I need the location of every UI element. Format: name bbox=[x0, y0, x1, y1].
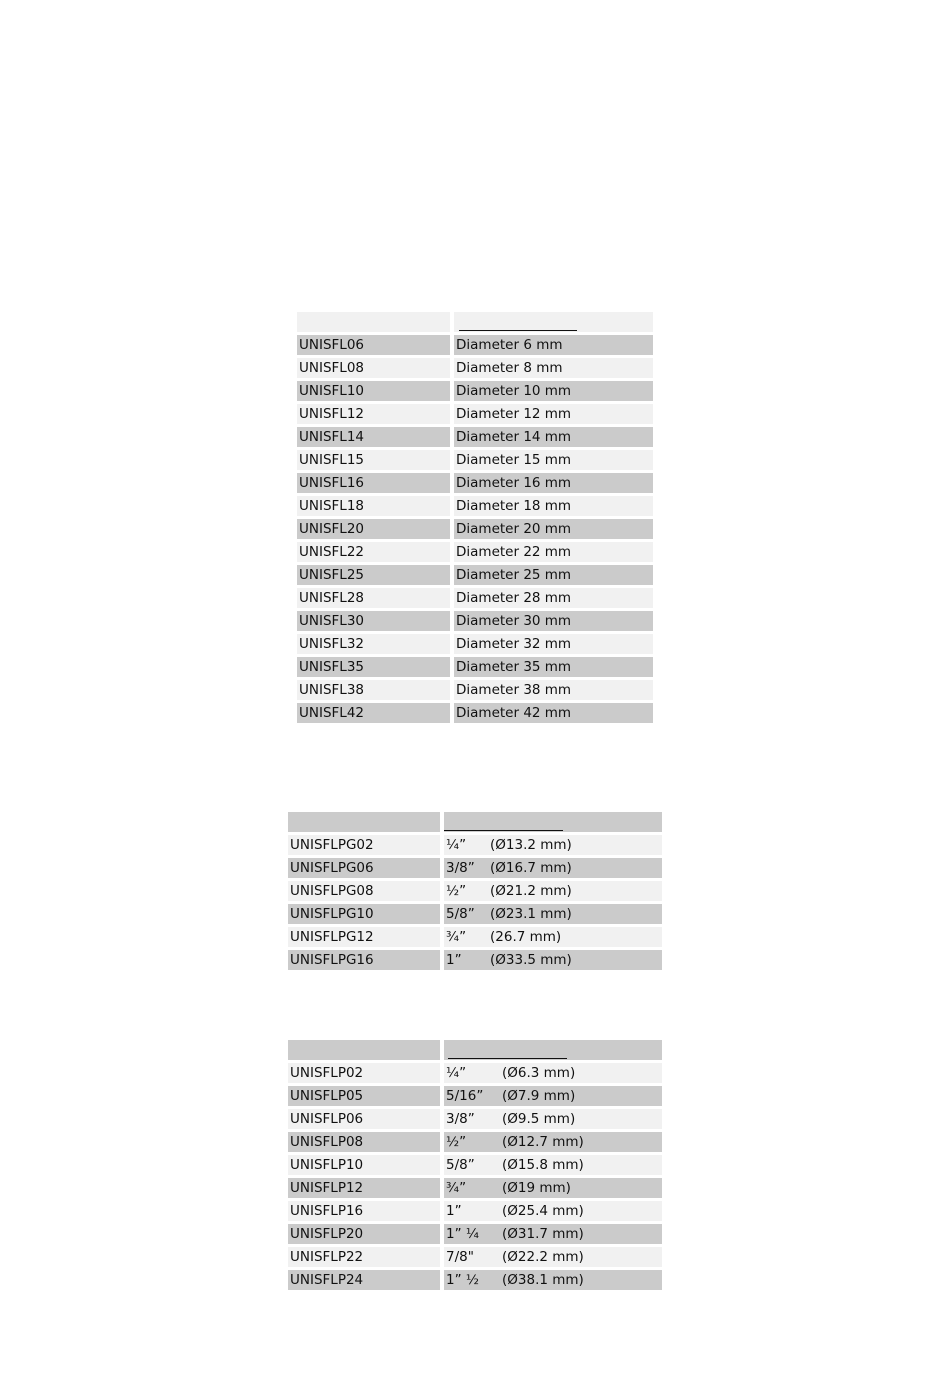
dimension-value: (Ø38.1 mm) bbox=[502, 1272, 584, 1288]
table-row bbox=[288, 927, 662, 947]
table-row bbox=[297, 588, 653, 608]
table-row bbox=[288, 1178, 662, 1198]
header-cell-description bbox=[454, 312, 653, 332]
product-code-cell: UNISFL22 bbox=[297, 542, 450, 562]
description-cell: Diameter 22 mm bbox=[454, 542, 653, 562]
nominal-size: ¼” bbox=[446, 837, 467, 853]
product-code-cell: UNISFLP06 bbox=[288, 1109, 440, 1129]
product-code-cell: UNISFL28 bbox=[297, 588, 450, 608]
header-cell-code bbox=[288, 1040, 440, 1060]
table-row bbox=[288, 1224, 662, 1244]
inch-size-table bbox=[288, 1040, 662, 1293]
product-code-cell: UNISFL15 bbox=[297, 450, 450, 470]
dimension-value: (Ø9.5 mm) bbox=[502, 1111, 576, 1127]
size-cell bbox=[444, 835, 662, 855]
product-code-cell: UNISFLP24 bbox=[288, 1270, 440, 1290]
nominal-size: 1” bbox=[446, 1203, 462, 1219]
table-row bbox=[288, 858, 662, 878]
nominal-size: ¾” bbox=[446, 929, 467, 945]
product-code-cell: UNISFL06 bbox=[297, 335, 450, 355]
dimension-value: (Ø33.5 mm) bbox=[490, 952, 572, 968]
product-code-cell: UNISFL32 bbox=[297, 634, 450, 654]
product-code-cell: UNISFL16 bbox=[297, 473, 450, 493]
nominal-size: 5/8” bbox=[446, 906, 475, 922]
dimension-value: (Ø22.2 mm) bbox=[502, 1249, 584, 1265]
header-cell-code bbox=[288, 812, 440, 832]
size-cell bbox=[444, 1155, 662, 1175]
nominal-size: 3/8” bbox=[446, 1111, 475, 1127]
table-header-row bbox=[288, 812, 662, 832]
header-underline bbox=[459, 330, 577, 331]
dimension-value: (Ø31.7 mm) bbox=[502, 1226, 584, 1242]
description-cell: Diameter 25 mm bbox=[454, 565, 653, 585]
description-cell: Diameter 20 mm bbox=[454, 519, 653, 539]
size-cell bbox=[444, 858, 662, 878]
dimension-value: (Ø25.4 mm) bbox=[502, 1203, 584, 1219]
product-code-cell: UNISFL30 bbox=[297, 611, 450, 631]
table-row bbox=[297, 473, 653, 493]
pg-size-table bbox=[288, 812, 662, 973]
product-code-cell: UNISFLP05 bbox=[288, 1086, 440, 1106]
description-cell: Diameter 10 mm bbox=[454, 381, 653, 401]
description-cell: Diameter 38 mm bbox=[454, 680, 653, 700]
dimension-value: (26.7 mm) bbox=[490, 929, 562, 945]
table-row bbox=[297, 427, 653, 447]
nominal-size: ½” bbox=[446, 883, 467, 899]
size-cell bbox=[444, 1201, 662, 1221]
table-row bbox=[297, 611, 653, 631]
description-cell: Diameter 28 mm bbox=[454, 588, 653, 608]
product-code-cell: UNISFLP12 bbox=[288, 1178, 440, 1198]
table-row bbox=[297, 565, 653, 585]
product-code-cell: UNISFL38 bbox=[297, 680, 450, 700]
size-cell bbox=[444, 904, 662, 924]
table-row bbox=[297, 404, 653, 424]
table-row bbox=[288, 881, 662, 901]
product-code-cell: UNISFL42 bbox=[297, 703, 450, 723]
table-row bbox=[288, 1109, 662, 1129]
product-code-cell: UNISFL10 bbox=[297, 381, 450, 401]
table-row bbox=[288, 1063, 662, 1083]
table-row bbox=[288, 1132, 662, 1152]
product-code-cell: UNISFLP10 bbox=[288, 1155, 440, 1175]
table-row bbox=[288, 1201, 662, 1221]
table-body bbox=[288, 1063, 662, 1290]
size-cell bbox=[444, 927, 662, 947]
size-cell bbox=[444, 1109, 662, 1129]
table-row bbox=[288, 835, 662, 855]
dimension-value: (Ø6.3 mm) bbox=[502, 1065, 576, 1081]
header-underline bbox=[444, 830, 563, 831]
size-cell bbox=[444, 1063, 662, 1083]
product-code-cell: UNISFL18 bbox=[297, 496, 450, 516]
product-code-cell: UNISFL25 bbox=[297, 565, 450, 585]
product-code-cell: UNISFL12 bbox=[297, 404, 450, 424]
nominal-size: ½” bbox=[446, 1134, 467, 1150]
product-code-cell: UNISFL14 bbox=[297, 427, 450, 447]
table-row bbox=[297, 657, 653, 677]
description-cell: Diameter 6 mm bbox=[454, 335, 653, 355]
dimension-value: (Ø21.2 mm) bbox=[490, 883, 572, 899]
diameter-table bbox=[297, 312, 653, 726]
header-cell-description bbox=[444, 1040, 662, 1060]
header-cell-code bbox=[297, 312, 450, 332]
product-code-cell: UNISFLPG16 bbox=[288, 950, 440, 970]
nominal-size: 5/8” bbox=[446, 1157, 475, 1173]
table-row bbox=[297, 680, 653, 700]
product-code-cell: UNISFLP02 bbox=[288, 1063, 440, 1083]
product-code-cell: UNISFLPG06 bbox=[288, 858, 440, 878]
dimension-value: (Ø19 mm) bbox=[502, 1180, 571, 1196]
nominal-size: 1” ¼ bbox=[446, 1226, 479, 1242]
product-code-cell: UNISFL08 bbox=[297, 358, 450, 378]
size-cell bbox=[444, 1086, 662, 1106]
description-cell: Diameter 35 mm bbox=[454, 657, 653, 677]
product-code-cell: UNISFLP22 bbox=[288, 1247, 440, 1267]
product-code-cell: UNISFLPG02 bbox=[288, 835, 440, 855]
table-row bbox=[297, 703, 653, 723]
size-cell bbox=[444, 881, 662, 901]
header-underline bbox=[448, 1058, 567, 1059]
description-cell: Diameter 15 mm bbox=[454, 450, 653, 470]
product-code-cell: UNISFLP16 bbox=[288, 1201, 440, 1221]
table-row bbox=[288, 1247, 662, 1267]
product-code-cell: UNISFLPG08 bbox=[288, 881, 440, 901]
size-cell bbox=[444, 1132, 662, 1152]
dimension-value: (Ø23.1 mm) bbox=[490, 906, 572, 922]
dimension-value: (Ø16.7 mm) bbox=[490, 860, 572, 876]
dimension-value: (Ø15.8 mm) bbox=[502, 1157, 584, 1173]
table-row bbox=[288, 904, 662, 924]
nominal-size: 5/16” bbox=[446, 1088, 484, 1104]
table-header-row bbox=[288, 1040, 662, 1060]
description-cell: Diameter 18 mm bbox=[454, 496, 653, 516]
table-row bbox=[297, 519, 653, 539]
nominal-size: 1” ½ bbox=[446, 1272, 479, 1288]
size-cell bbox=[444, 1178, 662, 1198]
product-code-cell: UNISFLP08 bbox=[288, 1132, 440, 1152]
nominal-size: ¾” bbox=[446, 1180, 467, 1196]
nominal-size: 7/8" bbox=[446, 1249, 474, 1265]
description-cell: Diameter 8 mm bbox=[454, 358, 653, 378]
table-row bbox=[297, 358, 653, 378]
table-row bbox=[297, 542, 653, 562]
product-code-cell: UNISFLP20 bbox=[288, 1224, 440, 1244]
table-row bbox=[288, 950, 662, 970]
table-body bbox=[297, 335, 653, 723]
nominal-size: ¼” bbox=[446, 1065, 467, 1081]
table-row bbox=[288, 1270, 662, 1290]
description-cell: Diameter 14 mm bbox=[454, 427, 653, 447]
size-cell bbox=[444, 950, 662, 970]
nominal-size: 3/8” bbox=[446, 860, 475, 876]
table-row bbox=[288, 1086, 662, 1106]
product-code-cell: UNISFL35 bbox=[297, 657, 450, 677]
product-code-cell: UNISFLPG10 bbox=[288, 904, 440, 924]
description-cell: Diameter 30 mm bbox=[454, 611, 653, 631]
description-cell: Diameter 42 mm bbox=[454, 703, 653, 723]
dimension-value: (Ø7.9 mm) bbox=[502, 1088, 576, 1104]
size-cell bbox=[444, 1270, 662, 1290]
description-cell: Diameter 12 mm bbox=[454, 404, 653, 424]
dimension-value: (Ø13.2 mm) bbox=[490, 837, 572, 853]
description-cell: Diameter 32 mm bbox=[454, 634, 653, 654]
product-code-cell: UNISFL20 bbox=[297, 519, 450, 539]
description-cell: Diameter 16 mm bbox=[454, 473, 653, 493]
table-row bbox=[297, 335, 653, 355]
product-code-cell: UNISFLPG12 bbox=[288, 927, 440, 947]
header-cell-description bbox=[444, 812, 662, 832]
table-row bbox=[297, 634, 653, 654]
nominal-size: 1” bbox=[446, 952, 462, 968]
table-header-row bbox=[297, 312, 653, 332]
size-cell bbox=[444, 1247, 662, 1267]
table-body bbox=[288, 835, 662, 970]
table-row bbox=[297, 381, 653, 401]
table-row bbox=[297, 496, 653, 516]
size-cell bbox=[444, 1224, 662, 1244]
dimension-value: (Ø12.7 mm) bbox=[502, 1134, 584, 1150]
table-row bbox=[297, 450, 653, 470]
table-row bbox=[288, 1155, 662, 1175]
